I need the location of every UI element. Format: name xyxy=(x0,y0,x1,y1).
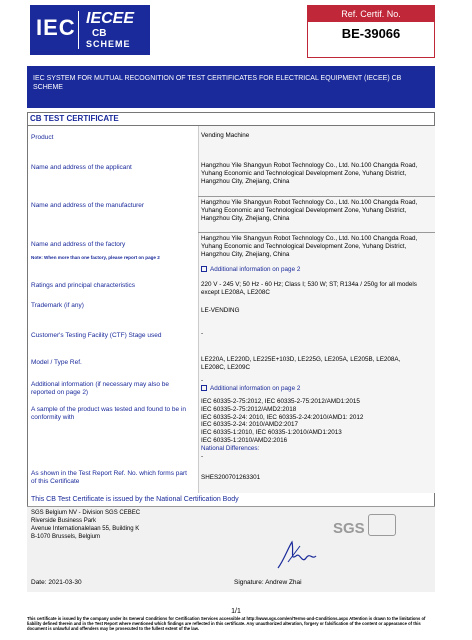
factory-note: Note: When more than one factory, please report on page 2 xyxy=(31,255,160,260)
checkbox-icon[interactable] xyxy=(201,385,207,391)
national-differences-value: - xyxy=(201,452,204,460)
iecee-cb-logo xyxy=(30,5,150,55)
manufacturer-label: Name and address of the manufacturer xyxy=(31,202,145,209)
checkbox-icon[interactable] xyxy=(201,266,207,272)
certificate-title: CB TEST CERTIFICATE xyxy=(27,112,435,126)
ratings-label: Ratings and principal characteristics xyxy=(31,282,136,289)
logo-iec-text: IEC xyxy=(36,15,76,40)
applicant-value: Hangzhou Yile Shangyun Robot Technology Co., Ltd. No.100 Changda Road, Yuhang Economic and Technological Development Zone, Yuhang District, Hangzhou City, Zhejiang, China xyxy=(201,162,418,185)
addinfo-page2[interactable]: Additional information on page 2 xyxy=(201,385,300,392)
page-number: 1/1 xyxy=(231,608,241,615)
trademark-label: Trademark (if any) xyxy=(31,302,84,309)
issuer-address: SGS Belgium NV - Division SGS CEBEC Riverside Business Park Avenue Internationalelaan 55, Building K B-1070 Brussels, Belgium xyxy=(31,510,141,540)
ref-label: Ref. Certif. No. xyxy=(308,6,434,22)
manufacturer-value: Hangzhou Yile Shangyun Robot Technology Co., Ltd. No.100 Changda Road, Yuhang Economic and Technological Development Zone, Yuhang District, Hangzhou City, Zhejiang, China xyxy=(201,199,418,222)
date-value: 2021-03-30 xyxy=(48,579,82,586)
standard-line: IEC 60335-2-24: 2010, IEC 60335-2-24:2010/AMD1: 2012 xyxy=(201,413,364,421)
standard-line: IEC 60335-2-75:2012/AMD2:2018 xyxy=(201,405,297,413)
sample-label: A sample of the product was tested and found to be in conformity with xyxy=(31,406,187,421)
certification-stamp-icon xyxy=(368,514,396,536)
trademark-value: LE-VENDING xyxy=(201,307,240,314)
factory-label: Name and address of the factory xyxy=(31,241,126,248)
ref-number: BE-39066 xyxy=(341,26,401,41)
standard-line: IEC 60335-1:2010, IEC 60335-1:2010/AMD1:2013 xyxy=(201,429,342,437)
handwritten-signature xyxy=(270,538,320,574)
standard-line: IEC 60335-2-24: 2010/AMD2:2017 xyxy=(201,421,298,429)
addinfo-value: - xyxy=(201,377,204,384)
issued-statement: This CB Test Certificate is issued by the National Certification Body xyxy=(31,496,239,503)
national-differences-label: National Differences: xyxy=(201,444,260,452)
signature-field: Signature: Andrew Zhai xyxy=(234,579,302,586)
footer-disclaimer: This certificate is issued by the company under its General Conditions for Certification Services accessible at http://www.sgs.com/en/Terms-and-Conditions.aspx Attention is drawn to the limitations of liability defined therein and in the Test Report where mentioned which findings are reflected in this certificate. Any unauthorized alteration, forgery or falsification of the content or appearance of this document is unlawful and offenders may be prosecuted to the fullest extent of the law. xyxy=(27,616,426,631)
standards-list xyxy=(201,398,426,460)
model-value: LE220A, LE220D, LE225E+103D, LE225G, LE205A, LE205B, LE208A, LE208C, LE209C xyxy=(201,356,401,371)
model-label: Model / Type Ref. xyxy=(31,359,82,366)
addinfo-label: Additional information (if necessary may also be reported on page 2) xyxy=(31,381,170,396)
date-field: Date: 2021-03-30 xyxy=(31,579,82,586)
product-label: Product xyxy=(31,134,54,141)
logo-cb-text: CB xyxy=(92,28,107,39)
applicant-label: Name and address of the applicant xyxy=(31,164,132,171)
title-band: IEC SYSTEM FOR MUTUAL RECOGNITION OF TEST CERTIFICATES FOR ELECTRICAL EQUIPMENT (IECEE) CB SCHEME xyxy=(27,66,435,108)
ctf-label: Customer's Testing Facility (CTF) Stage used xyxy=(31,332,162,339)
standard-line: IEC 60335-1:2010/AMD2:2016 xyxy=(201,436,288,444)
standard-line: IEC 60335-2-75:2012, IEC 60335-2-75:2012/AMD1:2015 xyxy=(201,398,360,405)
logo-iecee-text: IECEE xyxy=(86,10,135,27)
factory-value: Hangzhou Yile Shangyun Robot Technology Co., Ltd. No.100 Changda Road, Yuhang Economic and Technological Development Zone, Yuhang District, Hangzhou City, Zhejiang, China xyxy=(201,235,418,258)
ctf-value: - xyxy=(201,330,204,337)
signature-name: Andrew Zhai xyxy=(265,579,302,586)
sgs-logo: SGS xyxy=(333,520,365,537)
product-value: Vending Machine xyxy=(201,132,250,139)
logo-scheme-text: SCHEME xyxy=(86,39,131,49)
report-value: SHES200701263301 xyxy=(201,474,261,481)
factory-additional-info[interactable]: Additional information on page 2 xyxy=(201,266,300,273)
ratings-value: 220 V - 245 V; 50 Hz - 60 Hz; Class I; 530 W; ST; R134a / 250g for all models except LE208A, LE208C xyxy=(201,281,417,296)
reference-box xyxy=(307,5,435,58)
report-label: As shown in the Test Report Ref. No. which forms part of this Certificate xyxy=(31,470,187,485)
